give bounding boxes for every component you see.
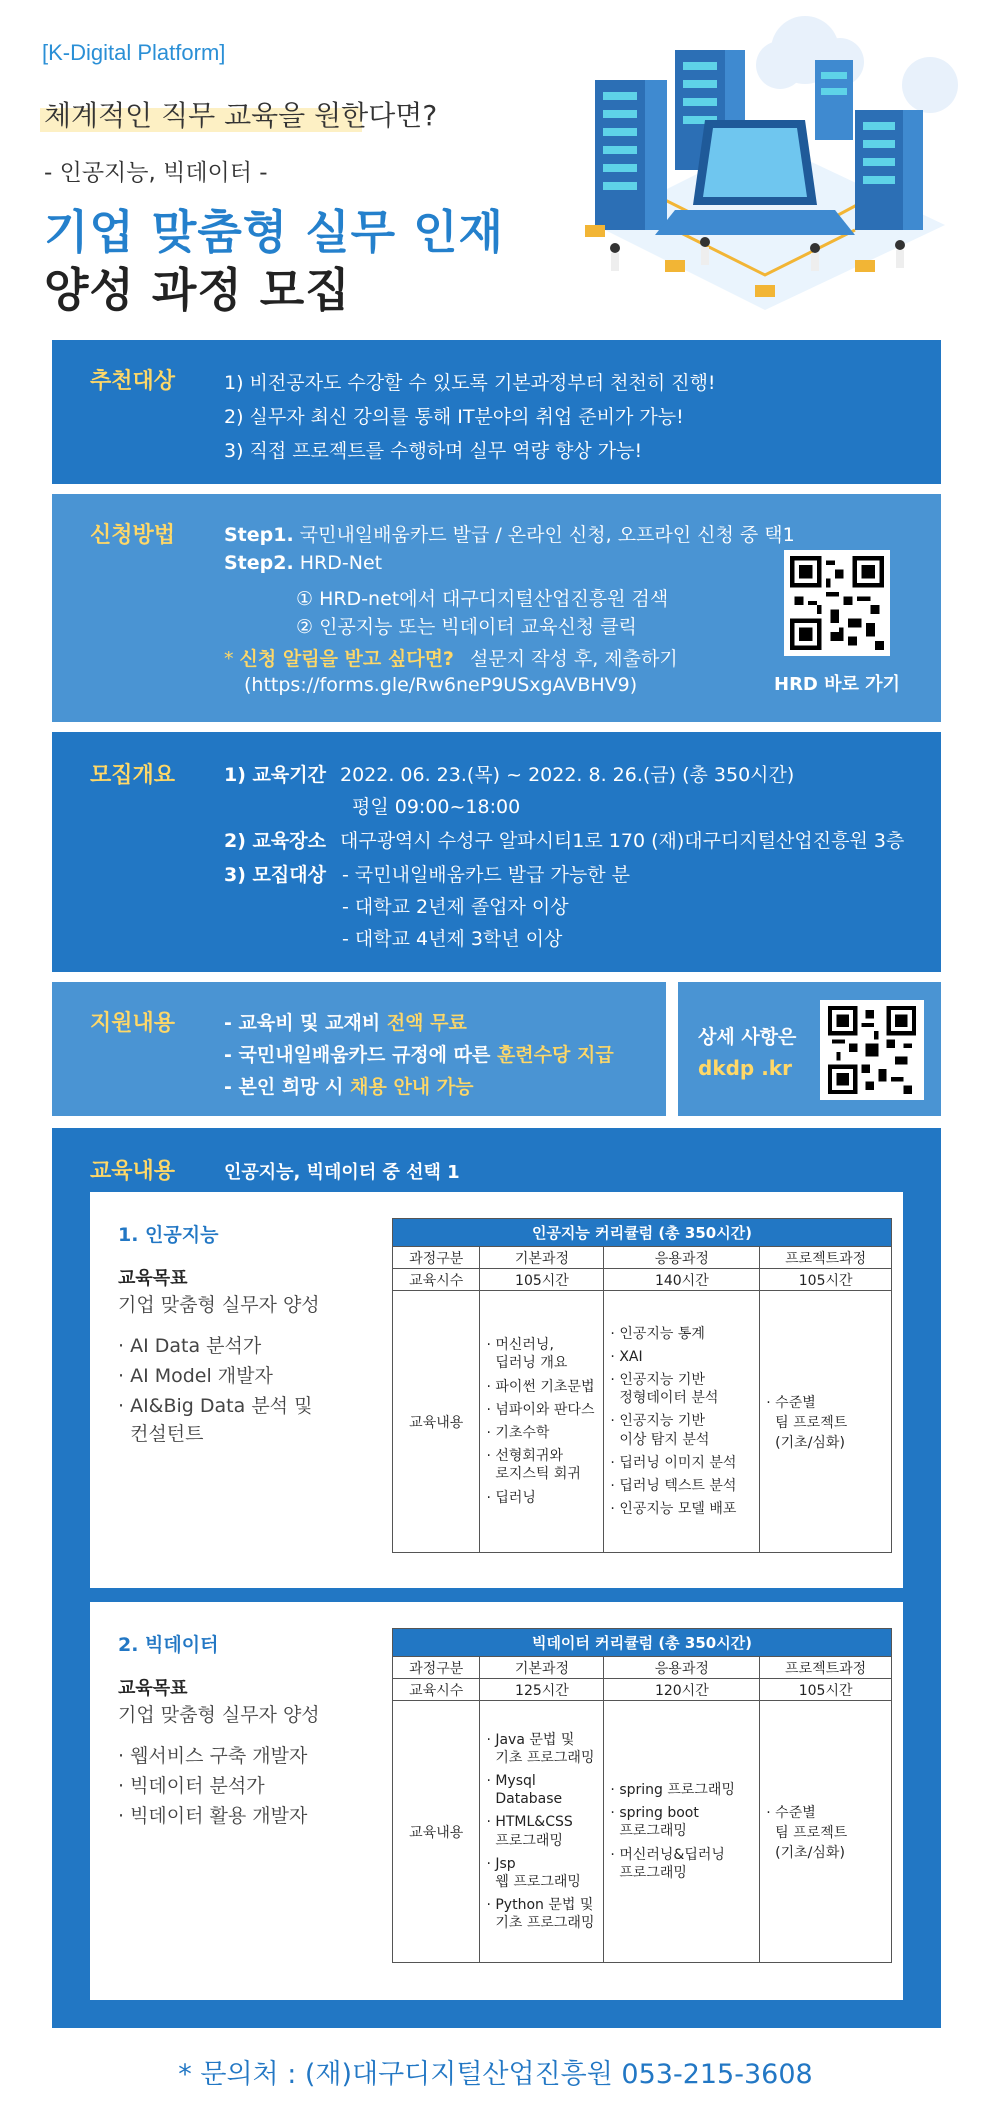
course-item: · 딥러닝 이미지 분석	[610, 1454, 737, 1471]
applied-course-list	[604, 1701, 760, 1963]
col-header: 과정구분	[393, 1657, 480, 1679]
support-text: - 국민내일배움카드 규정에 따른	[224, 1044, 497, 1066]
project-course: · 수준별 팀 프로젝트 (기초/심화)	[760, 1701, 892, 1963]
detail-link[interactable]: dkdp .kr	[698, 1056, 792, 1080]
notice-mark: *	[224, 648, 234, 670]
overview-label: 모집개요	[90, 763, 176, 788]
apply-sub2: ② 인공지능 또는 빅데이터 교육신청 클릭	[296, 616, 637, 638]
period-label: 1) 교육기간	[224, 764, 326, 786]
course-item: · spring boot 프로그래밍	[610, 1805, 699, 1840]
ai-curriculum-table	[392, 1218, 892, 1553]
course-item: · 넘파이와 판다스	[486, 1401, 595, 1418]
step1-text: 국민내일배움카드 발급 / 온라인 신청, 오프라인 신청 중 택1	[299, 524, 795, 546]
target-item: - 국민내일배움카드 발급 가능한 분	[341, 864, 630, 886]
support-text: - 본인 희망 시	[224, 1076, 351, 1098]
bigdata-curriculum-table	[392, 1628, 892, 1963]
hours-cell: 125시간	[480, 1679, 604, 1701]
col-header: 응용과정	[604, 1657, 760, 1679]
step2-text: HRD-Net	[299, 552, 383, 574]
support-text: - 교육비 및 교재비	[224, 1012, 387, 1034]
bigdata-role: · 빅데이터 활용 개발자	[118, 1805, 308, 1827]
ai-role: · AI Model 개발자	[118, 1365, 273, 1387]
apply-notice	[224, 644, 678, 671]
education-panel	[52, 1128, 941, 2028]
support-highlight: 전액 무료	[386, 1012, 467, 1034]
support-panel	[52, 982, 666, 1116]
col-header: 기본과정	[480, 1657, 604, 1679]
hours-cell: 140시간	[604, 1269, 760, 1291]
basic-course-list	[480, 1701, 604, 1963]
course-item: · 머신러닝&딥러닝 프로그래밍	[610, 1846, 725, 1881]
hours-cell: 105시간	[760, 1269, 892, 1291]
detail-line1: 상세 사항은	[698, 1026, 797, 1048]
support-item	[224, 1040, 614, 1067]
step2-tag: Step2.	[224, 552, 294, 574]
target-item: - 대학교 2년제 졸업자 이상	[342, 896, 569, 918]
bigdata-goal-label: 교육목표	[118, 1678, 188, 1699]
period-line	[224, 760, 794, 787]
period-time: 평일 09:00~18:00	[352, 796, 521, 818]
course-item: · spring 프로그래밍	[610, 1782, 735, 1799]
header	[0, 0, 991, 335]
recommend-item: 1) 비전공자도 수강할 수 있도록 기본과정부터 천천히 진행!	[224, 372, 716, 394]
course-item: · 인공지능 모델 배포	[610, 1501, 737, 1518]
target-label: 3) 모집대상	[224, 864, 326, 886]
ai-title: 1. 인공지능	[118, 1224, 219, 1246]
col-header: 과정구분	[393, 1247, 480, 1269]
contact-footer: * 문의처 : (재)대구디지털산업진흥원 053-215-3608	[178, 2059, 813, 2090]
course-item: · 선형회귀와 로지스틱 회귀	[486, 1448, 581, 1483]
col-header: 기본과정	[480, 1247, 604, 1269]
ai-role: · AI&Big Data 분석 및	[118, 1395, 313, 1417]
course-item: · Mysql Database	[486, 1772, 563, 1808]
course-item: · 딥러닝	[486, 1489, 536, 1506]
apply-label: 신청방법	[90, 523, 176, 548]
col-header: 프로젝트과정	[760, 1247, 892, 1269]
applied-course-list	[604, 1291, 760, 1553]
course-item: · 파이썬 기초문법	[486, 1378, 595, 1395]
step1-tag: Step1.	[224, 524, 294, 546]
title-line2: 양성 과정 모집	[44, 263, 351, 317]
notice-question: 신청 알림을 받고 싶다면?	[239, 648, 454, 670]
course-item: · 기초수학	[486, 1425, 550, 1441]
ai-goal-label: 교육목표	[118, 1268, 188, 1289]
ai-role: 컨설턴트	[118, 1423, 204, 1445]
education-subtitle: 인공지능, 빅데이터 중 선택 1	[224, 1162, 460, 1183]
course-item: · 인공지능 기반 정형데이터 분석	[610, 1372, 719, 1407]
bigdata-card	[90, 1602, 903, 2000]
subtitle: 체계적인 직무 교육을 원한다면?	[44, 99, 438, 132]
support-label: 지원내용	[90, 1011, 176, 1036]
hours-label: 교육시수	[393, 1679, 480, 1701]
support-item	[224, 1072, 473, 1099]
recommend-panel	[52, 340, 941, 484]
ai-table-title: 인공지능 커리큘럼 (총 350시간)	[393, 1219, 892, 1247]
target-line	[224, 860, 630, 887]
content-label: 교육내용	[393, 1291, 480, 1553]
hours-cell: 105시간	[480, 1269, 604, 1291]
course-item: · 인공지능 통계	[610, 1325, 705, 1342]
bigdata-title: 2. 빅데이터	[118, 1634, 219, 1656]
target-item: - 대학교 4년제 3학년 이상	[342, 928, 563, 950]
course-item: · 머신러닝, 딥러닝 개요	[486, 1337, 568, 1372]
dkdp-qr-code[interactable]	[820, 1000, 924, 1100]
support-highlight: 채용 안내 가능	[350, 1076, 474, 1098]
ai-role: · AI Data 분석가	[118, 1335, 262, 1357]
bigdata-role: · 웹서비스 구축 개발자	[118, 1745, 308, 1767]
qr-icon	[790, 556, 884, 650]
recommend-item: 2) 실무자 최신 강의를 통해 IT분야의 취업 준비가 가능!	[224, 406, 684, 428]
education-label: 교육내용	[90, 1159, 176, 1184]
hours-label: 교육시수	[393, 1269, 480, 1291]
apply-step2	[224, 552, 382, 574]
recommend-item: 3) 직접 프로젝트를 수행하며 실무 역량 향상 가능!	[224, 440, 643, 462]
course-item: · HTML&CSS 프로그래밍	[486, 1814, 573, 1849]
apply-step1	[224, 520, 795, 547]
bigdata-role: · 빅데이터 분석가	[118, 1775, 265, 1797]
place-line	[224, 826, 904, 853]
period-value: 2022. 06. 23.(목) ~ 2022. 8. 26.(금) (총 350시간)	[339, 764, 795, 786]
hrd-qr-code[interactable]	[784, 550, 890, 656]
content-label: 교육내용	[393, 1701, 480, 1963]
overview-panel	[52, 732, 941, 972]
detail-panel	[678, 982, 941, 1116]
notice-text: 설문지 작성 후, 제출하기	[470, 648, 678, 670]
hours-cell: 105시간	[760, 1679, 892, 1701]
ai-card	[90, 1192, 903, 1588]
title-line1: 기업 맞춤형 실무 인재	[44, 205, 504, 259]
platform-tag: [K-Digital Platform]	[42, 40, 226, 65]
qr-caption: HRD 바로 가기	[774, 674, 900, 695]
notice-url[interactable]: (https://forms.gle/Rw6neP9USxgAVBHV9)	[244, 674, 638, 696]
apply-panel	[52, 494, 941, 722]
course-item: · Jsp 웹 프로그래밍	[486, 1855, 581, 1890]
place-label: 2) 교육장소	[224, 830, 326, 852]
col-header: 프로젝트과정	[760, 1657, 892, 1679]
course-item: · Java 문법 및 기초 프로그래밍	[486, 1731, 595, 1766]
course-item: · 딥러닝 텍스트 분석	[610, 1477, 737, 1494]
ai-goal: 기업 맞춤형 실무자 양성	[118, 1294, 320, 1316]
hours-cell: 120시간	[604, 1679, 760, 1701]
col-header: 응용과정	[604, 1247, 760, 1269]
topic: - 인공지능, 빅데이터 -	[44, 160, 268, 186]
qr-icon	[826, 1006, 918, 1094]
recommend-label: 추천대상	[90, 369, 176, 394]
server-illustration	[555, 10, 975, 325]
apply-sub1: ① HRD-net에서 대구디지털산업진흥원 검색	[296, 588, 669, 610]
support-highlight: 훈련수당 지급	[496, 1044, 614, 1066]
basic-course-list	[480, 1291, 604, 1553]
bigdata-table-title: 빅데이터 커리큘럼 (총 350시간)	[393, 1629, 892, 1657]
project-course: · 수준별 팀 프로젝트 (기초/심화)	[760, 1291, 892, 1553]
place-value: 대구광역시 수성구 알파시티1로 170 (재)대구디지털산업진흥원 3층	[339, 830, 905, 852]
course-item: · 인공지능 기반 이상 탐지 분석	[610, 1413, 710, 1448]
bigdata-goal: 기업 맞춤형 실무자 양성	[118, 1704, 320, 1726]
course-item: · Python 문법 및 기초 프로그래밍	[486, 1897, 595, 1932]
course-item: · XAI	[610, 1348, 643, 1365]
support-item	[224, 1008, 467, 1035]
